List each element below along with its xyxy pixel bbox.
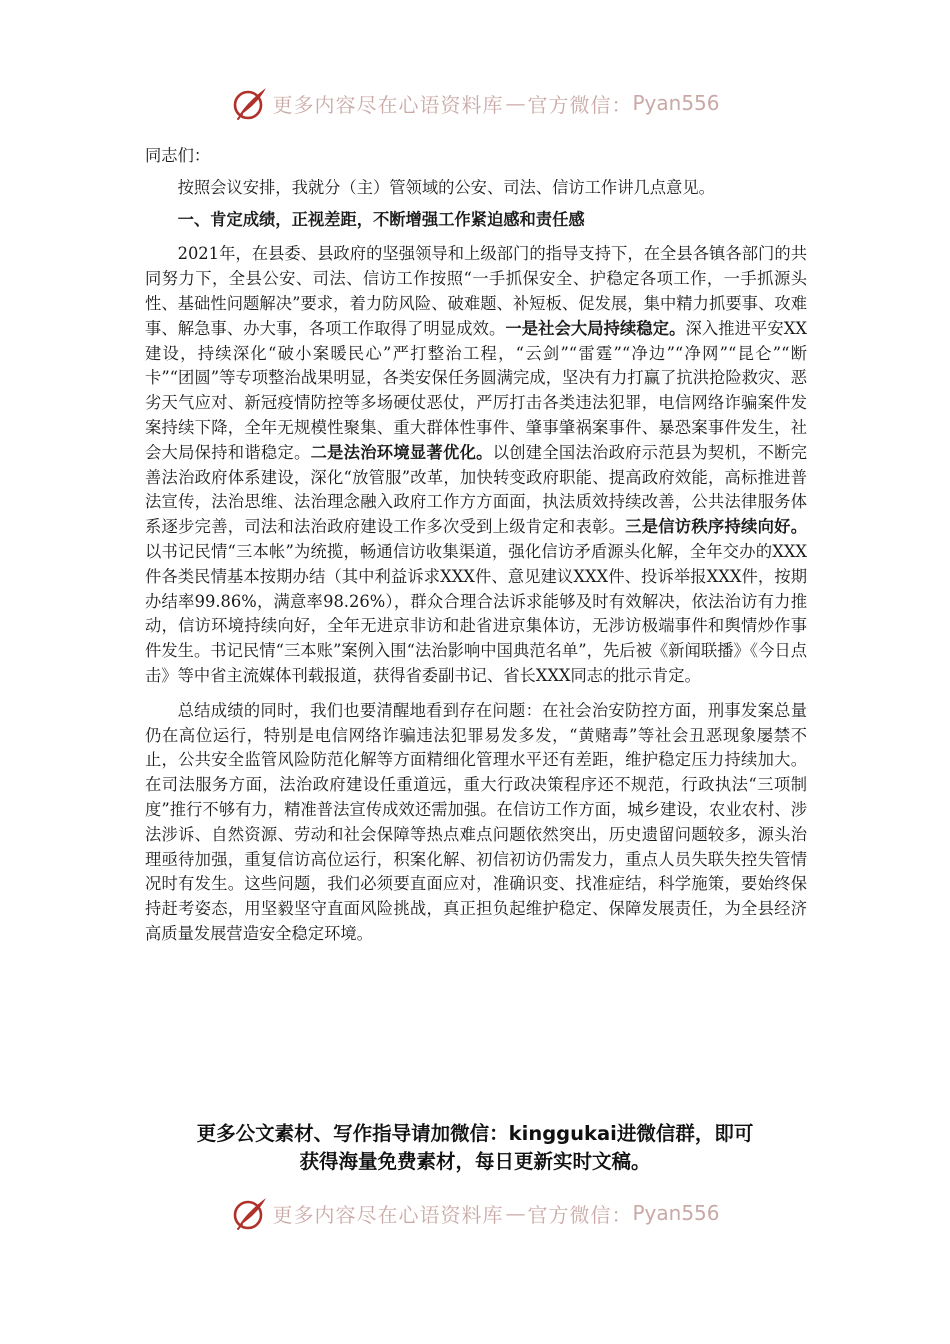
promo-notice	[120, 1120, 830, 1176]
achievements-paragraph	[145, 242, 807, 688]
promo-line-1: 更多公文素材、写作指导请加微信：kinggukai进微信群，即可	[196, 1122, 754, 1145]
banner-wechat-id: Pyan556	[632, 1201, 720, 1225]
quill-pen-logo-icon	[230, 83, 270, 123]
document-body	[145, 144, 807, 947]
text-petition-order: 以书记民情“三本帐”为统揽，畅通信访收集渠道，强化信访矛盾源头化解，全年交办的XXX件各类民情基本按期办结（其中利益诉求XXX件、意见建议XXX件、投诉举报XXX件，按期办结率99.86%，满意率98.26%），群众合理合法诉求能够及时有效解决，依法治访有力推动，信访环境持续向好，全年无进京非访和赴省进京集体访，无涉访极端事件和舆情炒作事件发生。书记民情“三本账”案例入围“法治影响中国典范名单”，先后被《新闻联播》《今日点击》等中省主流媒体刊载报道，获得省委副书记、省长XXX同志的批示肯定。	[145, 541, 807, 685]
footer-watermark-banner	[0, 1188, 950, 1238]
banner-brand-text: 更多内容尽在心语资料库	[272, 92, 504, 117]
promo-line-2: 获得海量免费素材，每日更新实时文稿。	[299, 1150, 651, 1173]
problems-paragraph: 总结成绩的同时，我们也要清醒地看到存在问题：在社会治安防控方面，刑事发案总量仍在高位运行，特别是电信网络诈骗违法犯罪易发多发，“黄赌毒”等社会丑恶现象屡禁不止，公共安全监管风险防范化解等方面精细化管理水平还有差距，维护稳定压力持续加大。在司法服务方面，法治政府建设任重道远，重大行政决策程序还不规范，行政执法“三项制度”推行不够有力，精准普法宣传成效还需加强。在信访工作方面，城乡建设，农业农村、涉法涉诉、自然资源、劳动和社会保障等热点难点问题依然突出，历史遗留问题较多，源头治理亟待加强，重复信访高位运行，积案化解、初信初访仍需发力，重点人员失联失控失管情况时有发生。这些问题，我们必须要直面应对，准确识变、找准症结，科学施策，要始终保持赶考姿态，用坚毅坚守直面风险挑战，真正担负起维护稳定、保障发展责任，为全县经济高质量发展营造安全稳定环境。	[145, 700, 807, 943]
intro-paragraph: 按照会议安排，我就分（主）管领域的公安、司法、信访工作讲几点意见。	[177, 177, 715, 197]
achievements-opening: 2021年，在县委、县政府的坚强领导和上级部门的指导支持下，在全县各镇各部门的共同努力下，全县公安、司法、信访工作按照“一手抓保安全、护稳定各项工作，一手抓源头性、基础性问题解决”要求，着力防风险、破难题、补短板、促发展，集中精力抓要事、攻难事、解急事、办大事，各项工作取得了明显成效。	[145, 244, 807, 338]
banner-wechat-id: Pyan556	[632, 91, 720, 115]
section-1-heading: 一、肯定成绩，正视差距，不断增强工作紧迫感和责任感	[177, 209, 585, 229]
text-social-stability: 深入推进平安XX建设，持续深化“破小案暖民心”严打整治工程，“云剑”“雷霆”“净边”“净网”“昆仑”“断卡”“团圆”等专项整治战果明显，各类安保任务圆满完成，坚决有力打赢了抗洪抢险救灾、恶劣天气应对、新冠疫情防控等多场硬仗恶仗，严厉打击各类违法犯罪，电信网络诈骗案件发案持续下降，全年无规模性聚集、重大群体性事件、肇事肇祸案事件、暴恐案事件发生，社会大局保持和谐稳定。	[145, 318, 807, 462]
banner-brand-text: 更多内容尽在心语资料库	[272, 1202, 504, 1227]
text-rule-of-law: 以创建全国法治政府示范县为契机，不断完善法治政府体系建设，深化“放管服”改革，加快转变政府职能、提高政府效能，高标推进普法宣传，法治思维、法治理念融入政府工作方方面面，执法质效持续改善，公共法律服务体系逐步完善，司法和法治政府建设工作多次受到上级肯定和表彰。	[145, 442, 807, 537]
lead-rule-of-law: 二是法治环境显著优化。	[310, 442, 493, 462]
lead-social-stability: 一是社会大局持续稳定。	[505, 318, 686, 338]
banner-contact-text: 官方微信：	[527, 1202, 633, 1227]
quill-pen-logo-icon	[230, 1193, 270, 1233]
banner-separator: —	[505, 91, 526, 115]
greeting: 同志们：	[145, 146, 211, 165]
banner-contact-text: 官方微信：	[527, 92, 633, 117]
lead-petition-order: 三是信访秩序持续向好。	[625, 517, 807, 537]
header-watermark-banner	[0, 78, 950, 128]
banner-separator: —	[505, 1201, 526, 1225]
